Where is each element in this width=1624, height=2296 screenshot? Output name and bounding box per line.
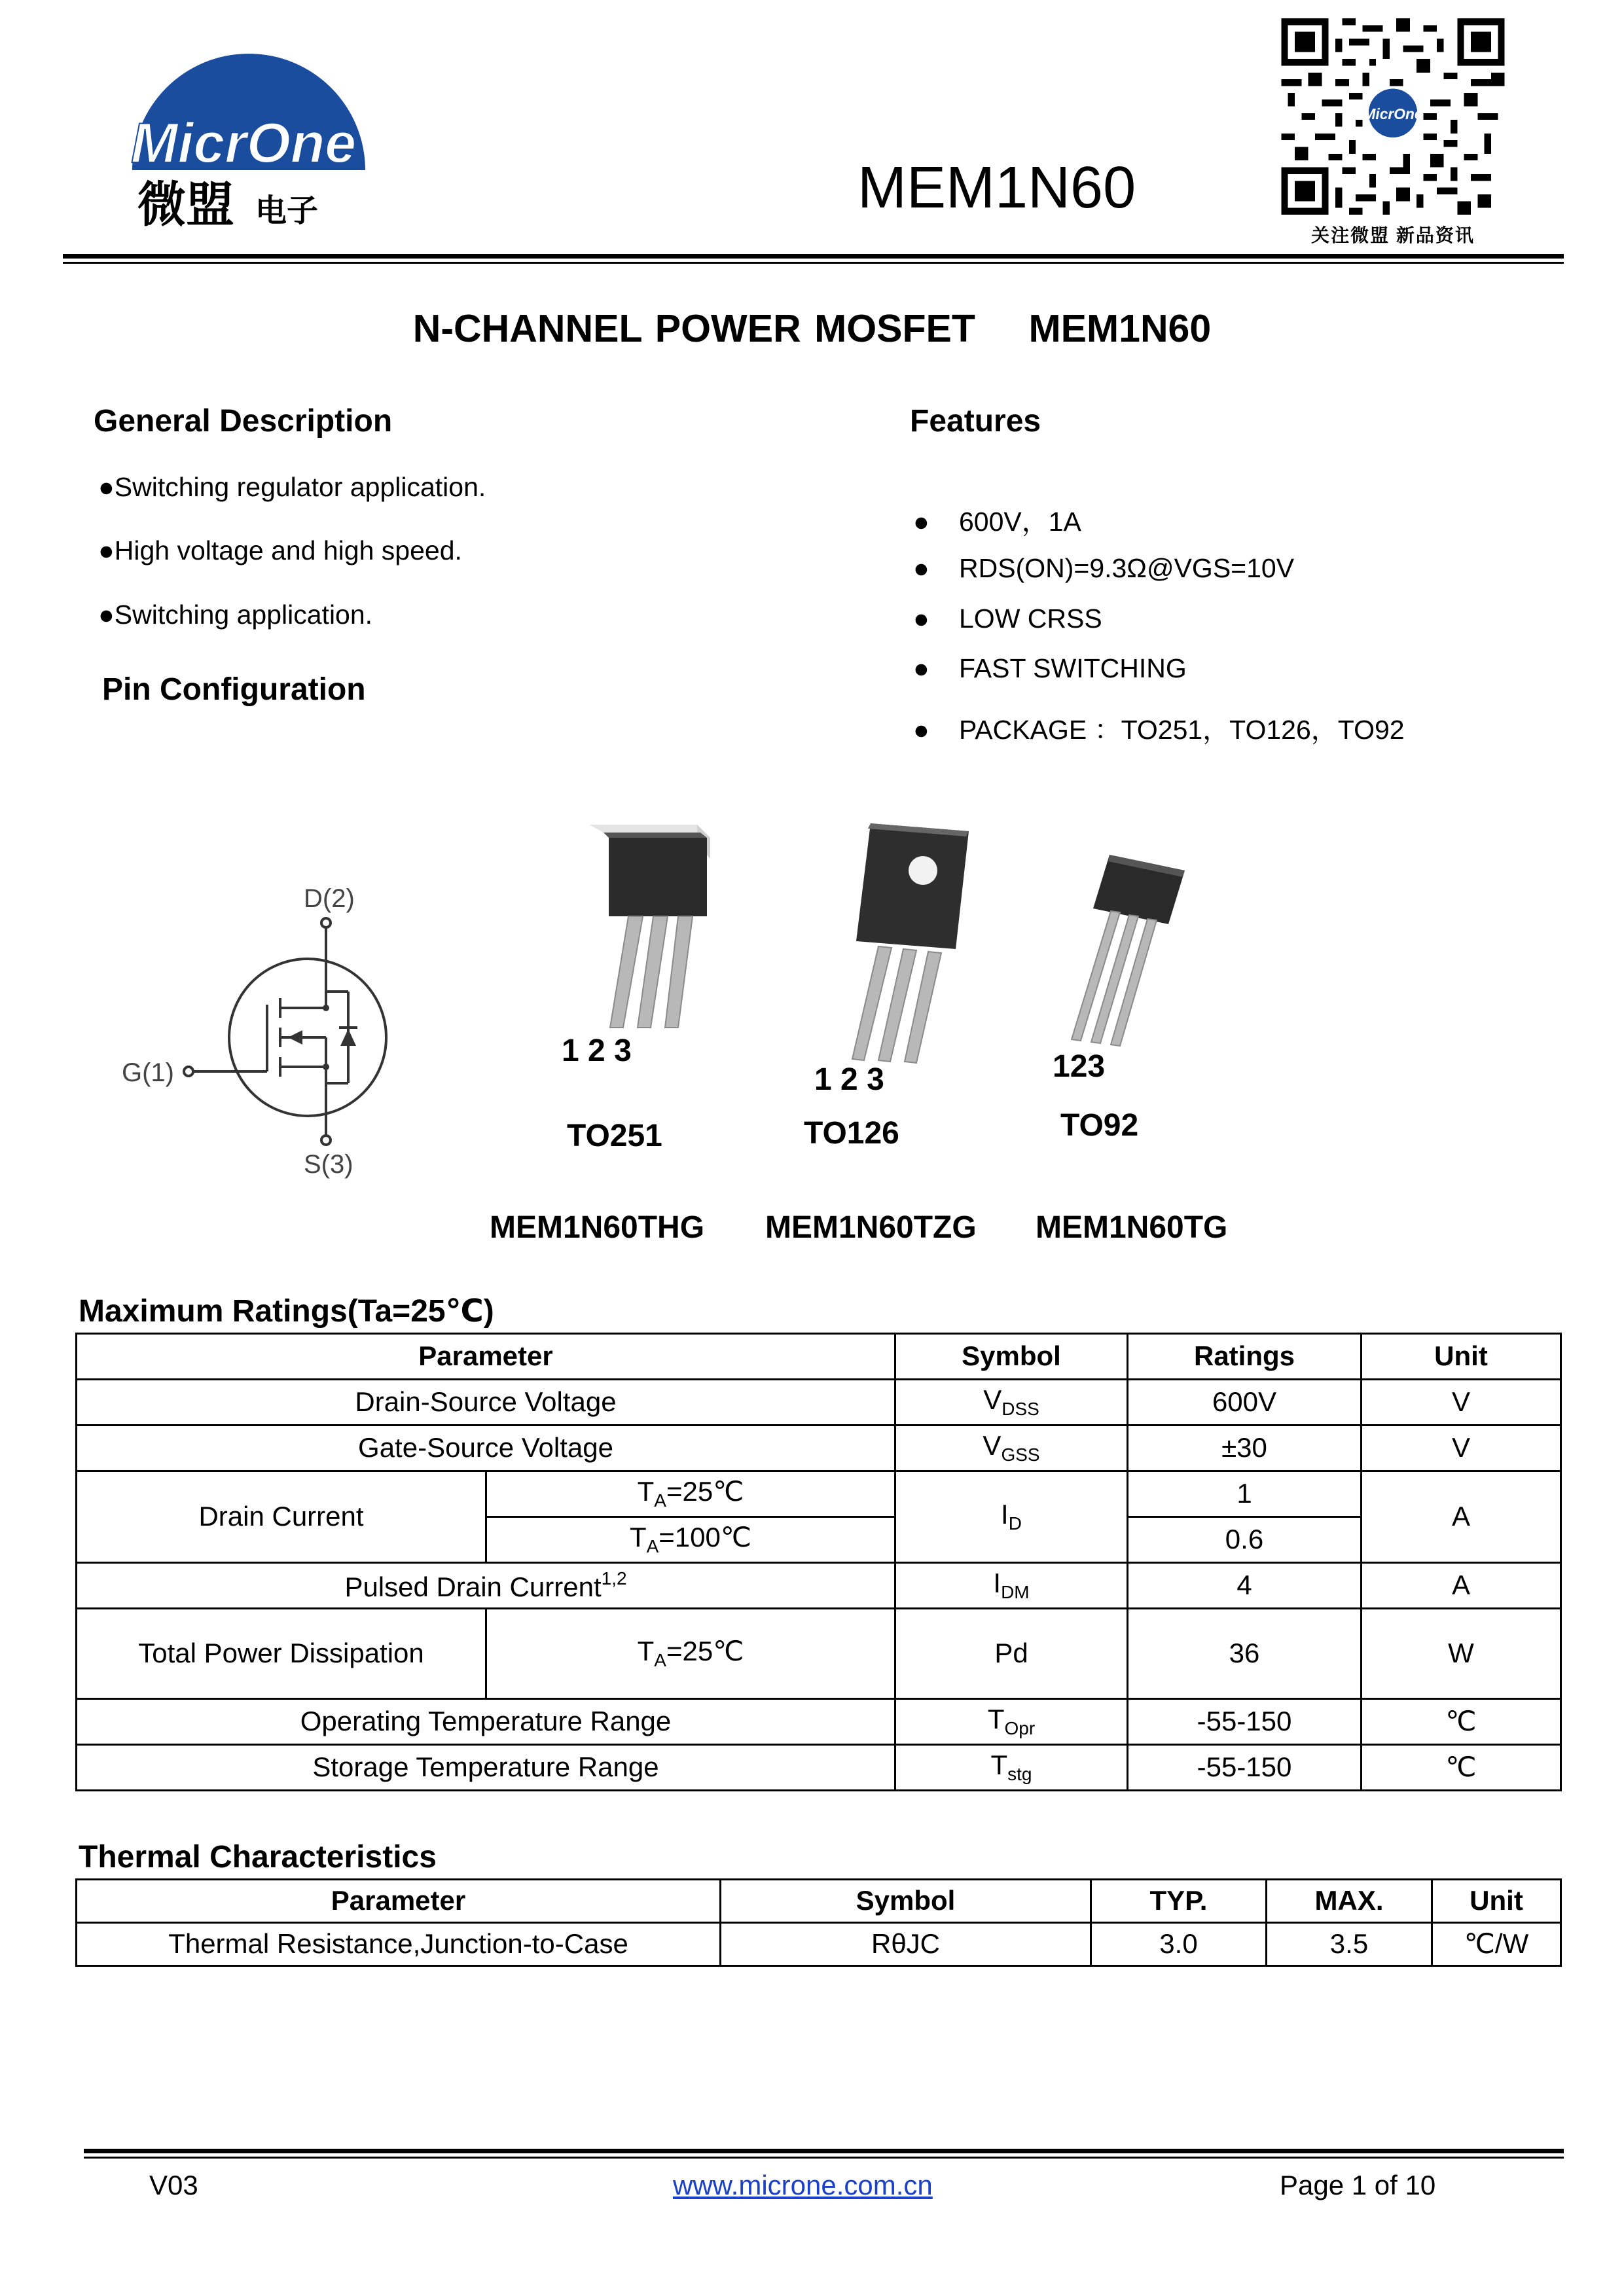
features-title: Features xyxy=(910,404,1041,439)
header-symbol: Symbol xyxy=(721,1880,1091,1923)
unit-cell: V xyxy=(1362,1380,1561,1426)
condition-cell: $T_A=25℃$ xyxy=(486,1471,895,1517)
rating-cell: 600V xyxy=(1128,1380,1362,1426)
table-row xyxy=(77,1380,1561,1426)
symbol-cell: $I_{DM}$ xyxy=(895,1563,1128,1609)
to92-label: TO92 xyxy=(1060,1108,1139,1143)
thermal-title: Thermal Characteristics xyxy=(79,1840,437,1874)
feature-item: ● 600V，1A xyxy=(913,507,1081,537)
feature-item: ● LOW CRSS xyxy=(913,603,1102,634)
footer-divider-thin xyxy=(84,2157,1564,2159)
table-row xyxy=(77,1745,1561,1791)
description-item: ●High voltage and high speed. xyxy=(98,535,462,565)
header-divider-thick xyxy=(63,254,1564,259)
footer-page-number: Page 1 of 10 xyxy=(1280,2170,1436,2200)
header-ratings: Ratings xyxy=(1128,1334,1362,1380)
param-cell: Operating Temperature Range xyxy=(77,1699,895,1745)
feature-item: ● RDS(ON)=9.3Ω@VGS=10V xyxy=(913,553,1295,583)
logo-cn-text: 微盟 xyxy=(137,177,234,229)
table-row xyxy=(77,1471,1561,1517)
bullet: ● xyxy=(913,653,929,683)
table-row xyxy=(77,1609,1561,1699)
unit-cell: W xyxy=(1362,1609,1561,1699)
to126-package-image xyxy=(812,818,982,1067)
header-typ: TYP. xyxy=(1091,1880,1267,1923)
description-item: ●Switching application. xyxy=(98,600,373,630)
max-cell: 3.5 xyxy=(1267,1923,1432,1966)
table-row xyxy=(77,1923,1561,1966)
rating-cell: 0.6 xyxy=(1128,1517,1362,1563)
table-header-row xyxy=(77,1334,1561,1380)
rating-cell: 1 xyxy=(1128,1471,1362,1517)
header-divider-thin xyxy=(63,262,1564,264)
unit-cell: ℃ xyxy=(1362,1699,1561,1745)
rating-cell: 4 xyxy=(1128,1563,1362,1609)
document-title: MEM1N60 xyxy=(857,155,1136,221)
qr-center-logo: MicrOne xyxy=(1363,105,1423,123)
rating-cell: -55-150 xyxy=(1128,1745,1362,1791)
part-number-to126: MEM1N60TZG xyxy=(765,1210,977,1245)
param-cell: Storage Temperature Range xyxy=(77,1745,895,1791)
header-unit: Unit xyxy=(1362,1334,1561,1380)
symbol-cell: $V_{DSS}$ xyxy=(895,1380,1128,1426)
bullet: ● xyxy=(913,603,929,634)
condition-cell: $T_A=25℃$ xyxy=(486,1609,895,1699)
symbol-cell: $T_{Opr}$ xyxy=(895,1699,1128,1745)
header-symbol: Symbol xyxy=(895,1334,1128,1380)
header-max: MAX. xyxy=(1267,1880,1432,1923)
symbol-cell: $I_D$ xyxy=(895,1471,1128,1563)
logo-cn-small-text: 电子 xyxy=(255,192,319,229)
bullet: ● xyxy=(913,715,929,745)
rating-cell: -55-150 xyxy=(1128,1699,1362,1745)
rating-cell: 36 xyxy=(1128,1609,1362,1699)
to126-label: TO126 xyxy=(804,1116,899,1151)
param-cell: Pulsed Drain Current$^{1,2}$ xyxy=(77,1563,895,1609)
source-label: S(3) xyxy=(304,1150,353,1179)
unit-cell: A xyxy=(1362,1563,1561,1609)
header-parameter: Parameter xyxy=(77,1334,895,1380)
unit-cell: ℃/W xyxy=(1432,1923,1561,1966)
to251-package-image xyxy=(563,818,727,1034)
param-cell: Thermal Resistance,Junction-to-Case xyxy=(77,1923,721,1966)
unit-cell: V xyxy=(1362,1426,1561,1471)
gate-label: G(1) xyxy=(122,1058,174,1087)
to251-label: TO251 xyxy=(567,1119,662,1153)
symbol-cell: Pd xyxy=(895,1609,1128,1699)
header-parameter: Parameter xyxy=(77,1880,721,1923)
footer-divider-thick xyxy=(84,2149,1564,2153)
general-description-title: General Description xyxy=(94,404,393,439)
unit-cell: A xyxy=(1362,1471,1561,1563)
max-ratings-title: Maximum Ratings(Ta=25℃) xyxy=(79,1294,494,1329)
param-cell: Gate-Source Voltage xyxy=(77,1426,895,1471)
part-number-to92: MEM1N60TG xyxy=(1036,1210,1228,1245)
mosfet-schematic-symbol xyxy=(111,877,425,1185)
qr-code-image[interactable] xyxy=(1280,18,1506,215)
to251-pin-numbers: 1 2 3 xyxy=(562,1033,632,1068)
symbol-cell: RθJC xyxy=(721,1923,1091,1966)
pin-configuration-title: Pin Configuration xyxy=(102,672,366,707)
table-row xyxy=(77,1699,1561,1745)
microne-logo xyxy=(124,13,373,229)
rating-cell: ±30 xyxy=(1128,1426,1362,1471)
qr-caption: 关注微盟 新品资讯 xyxy=(1311,225,1475,245)
description-item: ●Switching regulator application. xyxy=(98,472,486,502)
typ-cell: 3.0 xyxy=(1091,1923,1267,1966)
param-cell: Total Power Dissipation xyxy=(77,1609,486,1699)
footer-version: V03 xyxy=(149,2170,198,2200)
table-row xyxy=(77,1426,1561,1471)
table-row xyxy=(77,1563,1561,1609)
param-cell: Drain-Source Voltage xyxy=(77,1380,895,1426)
thermal-characteristics-table xyxy=(75,1878,1562,1967)
footer-website-link[interactable]: www.microne.com.cn xyxy=(673,2170,933,2200)
to126-pin-numbers: 1 2 3 xyxy=(814,1062,884,1097)
to92-package-image xyxy=(1057,851,1188,1047)
main-heading: N-CHANNEL POWER MOSFET MEM1N60 xyxy=(412,307,1212,350)
to92-pin-numbers: 123 xyxy=(1053,1049,1106,1084)
condition-cell: $T_A=100℃$ xyxy=(486,1517,895,1563)
drain-label: D(2) xyxy=(304,884,355,913)
symbol-cell: $V_{GSS}$ xyxy=(895,1426,1128,1471)
feature-item: ● FAST SWITCHING xyxy=(913,653,1187,683)
part-number-to251: MEM1N60THG xyxy=(490,1210,705,1245)
header-unit: Unit xyxy=(1432,1880,1561,1923)
param-cell: Drain Current xyxy=(77,1471,486,1563)
symbol-cell: $T_{stg}$ xyxy=(895,1745,1128,1791)
bullet: ● xyxy=(913,553,929,583)
table-header-row xyxy=(77,1880,1561,1923)
feature-item: ● PACKAGE ：TO251，TO126，TO92 xyxy=(913,715,1405,745)
unit-cell: ℃ xyxy=(1362,1745,1561,1791)
maximum-ratings-table xyxy=(75,1333,1562,1791)
bullet: ● xyxy=(913,507,929,537)
logo-text: MicrOne xyxy=(131,112,357,175)
